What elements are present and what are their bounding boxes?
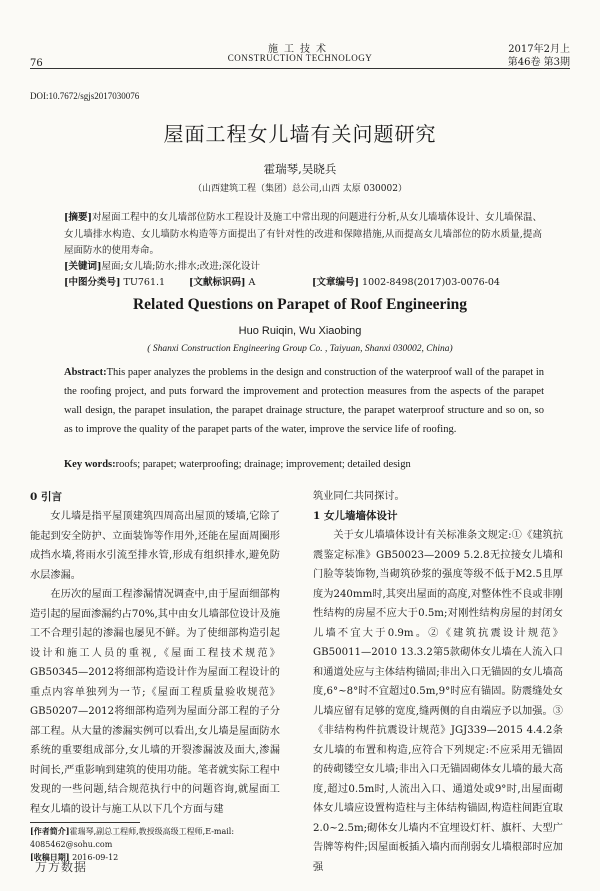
clc-code [64, 274, 165, 288]
doc-code [189, 274, 255, 288]
section-1-body [313, 526, 563, 877]
author-bio-label: [作者简介] [30, 826, 70, 836]
received-value: 2016-09-12 [72, 853, 119, 862]
paragraph: 关于女儿墙墙体设计有关标准条文规定:①《建筑抗震鉴定标准》GB50023—2009 5.2.8无拉接女儿墙和门脸等装饰物,当砌筑砂浆的强度等级不低于M2.5且厚度为240mm时,其突出屋面的高度,对整体性不良或非刚性结构的房屋不应大于0.5m;对刚性结构房屋的封闭女儿墙不宜大于0.9m。②《建筑抗震设计规范》GB50011—2010 13.3.2第5款砌体女儿墙在人流入口和通道处应与主体结构锚固;非出入口无锚固的女儿墙高度,6°~8°时不宜超过0.5m,9°时应有锚固。防震缝处女儿墙应留有足够的宽度,缝两侧的自由端应予以加强。③《非结构构件抗震设计规范》JGJ339—2015 4.4.2条女儿墙的布置和构造,应符合下列规定:不应采用无锚固的砖砌镂空女儿墙;非出入口无锚固砌体女儿墙的最大高度,超过0.5m时,人流出入口、通道处或9°时,出屋面砌体女儿墙应设置构造柱与主体结构锚固,构造柱间距宜取2.0~2.5m;砌体女儿墙内不宜埋设灯杆、旗杆、大型广告牌等构件;因屋面板插入墙内而削弱女儿墙根部时应加强 [313, 530, 563, 873]
authors-cn: 霍瑞琴,吴晓兵 [263, 162, 337, 176]
title-en: Related Questions on Parapet of Roof Engineering [132, 296, 468, 313]
paragraph-continued: 筑业同仁共同探讨。 [313, 491, 405, 502]
volume-issue: 第46卷 第3期 [507, 57, 570, 68]
article-label: [文章编号] [312, 277, 359, 288]
section-0-heading: 0 引言 [30, 491, 62, 503]
affiliation-en: ( Shanxi Construction Engineering Group Co. , Taiyuan, Shanxi 030002, China) [147, 344, 453, 354]
title-cn: 屋面工程女儿墙有关问题研究 [163, 122, 437, 146]
keywords-en [64, 459, 544, 470]
abstract-cn [64, 210, 542, 260]
wanfang-watermark: 万方数据 [35, 860, 88, 874]
abstract-en-text: This paper analyzes the problems in the design and construction of the waterproof wall of the parapet in the roofing project, and puts forward the improvement and protection measures from the aspects of the parapet wall design, the parapet insulation, the parapet drainage structure, the parapet waterproof structure and so on, so as to improve the quality of the parapet parts of the water, improve the service life of roofing. [64, 367, 544, 435]
author-bio-text: 霍瑞琴,副总工程师,教授级高级工程师,E-mail: 4085462@sohu.com [30, 827, 235, 849]
author-bio [30, 825, 280, 851]
keywords-cn [64, 258, 542, 272]
header-rule [30, 68, 570, 69]
issue-date: 2017年2月上 [508, 44, 570, 55]
paragraph: 在历次的屋面工程渗漏情况调查中,由于屋面细部构造引起的屋面渗漏约占70%,其中由女儿墙部位设计及施工不合理引起的渗漏也屡见不鲜。为了使细部构造引起设计和施工人员的重视,《屋面工程技术规范》GB50345—2012将细部构造设计作为屋面工程设计的重点内容单独列为一节;《屋面工程质量验收规范》GB50207—2012将细部构造列为屋面分部工程的子分部工程。从大量的渗漏实例可以看出,女儿墙是屋面防水系统的重要组成部分,女儿墙的开裂渗漏波及面大,渗漏时间长,严重影响到建筑的使用功能。笔者就实际工程中发现的一些问题,结合规范执行中的问题咨询,就屋面工程女儿墙的设计与施工从以下几个方面与建 [30, 589, 281, 815]
page-number: 76 [30, 58, 43, 69]
journal-title-en: CONSTRUCTION TECHNOLOGY [227, 53, 373, 63]
keywords-cn-text: 屋面;女儿墙;防水;排水;改进;深化设计 [101, 261, 261, 272]
authors-en: Huo Ruiqin, Wu Xiaobing [238, 325, 362, 337]
abstract-en [64, 363, 544, 439]
abstract-cn-text: 对屋面工程中的女儿墙部位防水工程设计及施工中常出现的问题进行分析,从女儿墙墙体设计、女儿墙保温、女儿墙排水构造、女儿墙防水构造等方面提出了有针对性的改进和保障措施,从而提高女儿墙部位的防水质量,提高屋面防水的使用寿命。 [64, 212, 542, 256]
abstract-cn-label: [摘要] [64, 212, 93, 223]
keywords-en-label: Key words: [64, 459, 116, 470]
doc-value: A [248, 277, 256, 288]
right-column-lead [313, 487, 563, 507]
keywords-cn-label: [关键词] [64, 261, 102, 272]
article-value: 1002-8498(2017)03-0076-04 [362, 277, 500, 288]
section-1-heading: 1 女儿墙墙体设计 [313, 510, 398, 522]
doc-label: [文献标识码] [189, 277, 246, 288]
received-label: [收稿日期] [30, 852, 70, 862]
footnote-rule [30, 822, 140, 823]
clc-value: TU761.1 [123, 277, 166, 288]
section-0-body [30, 507, 280, 819]
journal-title-cn: 施工技术 [268, 44, 332, 55]
paragraph: 女儿墙是指平屋顶建筑四周高出屋顶的矮墙,它除了能起到安全防护、立面装饰等作用外,还能在屋面周圈形成挡水墙,将雨水引流至排水管,形成有组织排水,避免防水层渗漏。 [30, 511, 280, 581]
article-number [312, 274, 500, 288]
affiliation-cn: （山西建筑工程（集团）总公司,山西 太原 030002） [193, 184, 407, 194]
abstract-en-label: Abstract: [64, 367, 107, 378]
clc-label: [中图分类号] [64, 277, 121, 288]
doi: DOI:10.7672/sgjs2017030076 [30, 91, 140, 101]
keywords-en-text: roofs; parapet; waterproofing; drainage; improvement; detailed design [115, 459, 411, 470]
